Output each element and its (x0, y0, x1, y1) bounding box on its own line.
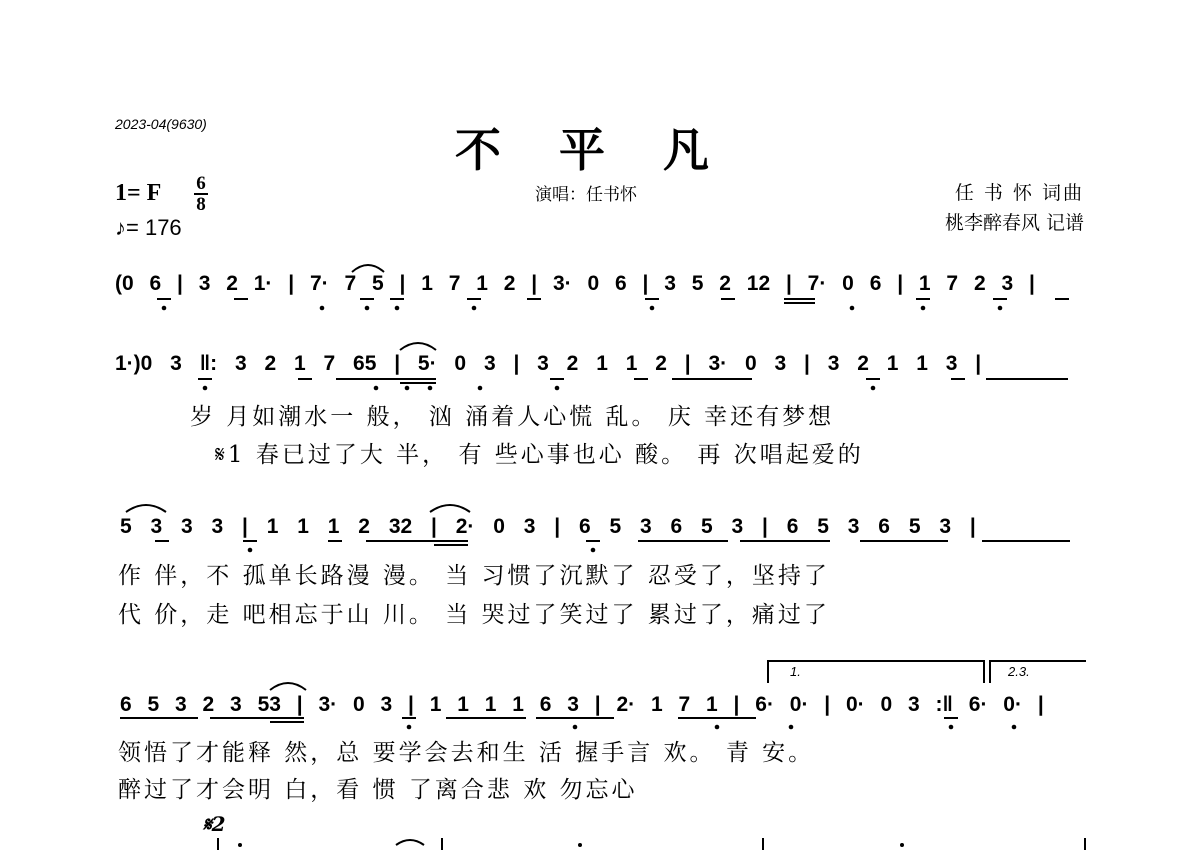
score-row-4: 6 5 3 2 3 53 | 3· 0 3 | 1 1 1 1 6 3 | 2· 1 7 1 | 6· 0· | 0· 0 3 :‖ 6· 0· | (120, 693, 1044, 716)
tempo-mark: ♪= 176 (115, 215, 182, 240)
lyric-row3-verse2: 代 价，走 吧相忘于山 川。 当 哭过了笑过了 累过了，痛过了 (118, 602, 830, 628)
song-title: 不平凡 (455, 123, 767, 177)
transcriber-credit: 桃李醉春风 记谱 (944, 212, 1084, 234)
score-row-3: 5 3 3 3 | 1 1 1 2 32 | 2· 0 3 | 6 5 3 6 5 3 | 6 5 3 6 5 3 | (120, 515, 976, 538)
score-row-1: (0 6 | 3 2 1· | 7· 7 5 | 1 7 1 2 | 3· 0 6 | 3 5 2 12 | 7· 0 6 | 1 7 2 3 | (115, 272, 1035, 295)
lyric-row4-verse2: 醉过了才会明 白，看 惯 了离合悲 欢 勿忘心 (118, 777, 638, 803)
lyric-row4-verse1: 领悟了才能释 然，总 要学会去和生 活 握手言 欢。 青 安。 (118, 740, 815, 766)
song-serial: 2023-04(9630) (115, 116, 207, 132)
lyric-row2-verse1: 岁 月如潮水一 般， 汹 涌着人心慌 乱。 庆 幸还有梦想 (190, 404, 835, 430)
singer-credit: 演唱：任书怀 (535, 185, 637, 205)
volta-1-label: 1. (790, 664, 801, 679)
time-denominator: 8 (196, 194, 206, 215)
lyric-row2-verse2: 𝄋1 春已过了大 半， 有 些心事也心 酸。 再 次唱起爱的 (215, 442, 864, 468)
lyric-row3-verse1: 作 伴，不 孤单长路漫 漫。 当 习惯了沉默了 忍受了，坚持了 (118, 563, 830, 589)
segno-2-mark: 𝄋2 (203, 812, 226, 836)
composer-credit: 任 书 怀 词曲 (954, 182, 1084, 204)
score-row-2: 1·)0 3 ‖: 3 2 1 7 65 | 5· 0 3 | 3 2 1 1 2 | 3· 0 3 | 3 2 1 1 3 | (115, 352, 982, 375)
time-numerator: 6 (196, 173, 206, 194)
time-signature (194, 175, 208, 213)
key-signature: 1= F (115, 180, 162, 206)
volta-2-label: 2.3. (1008, 664, 1030, 679)
